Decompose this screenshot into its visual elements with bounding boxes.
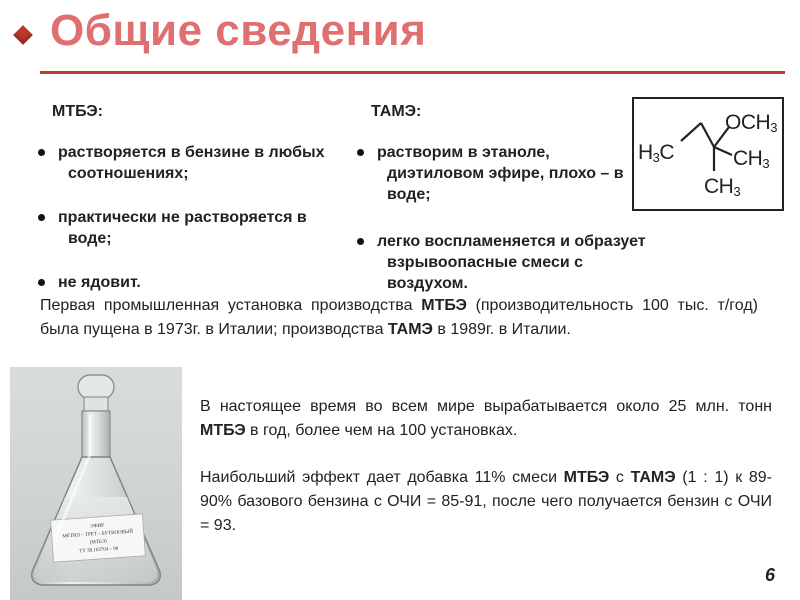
tame-item-1: растворим в этаноле, диэтиловом эфире, плохо – в воде;	[357, 142, 627, 205]
slide-title: Общие сведения	[50, 6, 427, 55]
production-paragraph: В настоящее время во всем мире вырабатывается около 25 млн. тонн МТБЭ в год, более чем на 100 установках.	[200, 398, 772, 439]
bullet-icon	[357, 149, 364, 156]
flask-label-line-2: МЕТИЛ – ТРЕТ – БУТИЛОВЫЙ	[62, 529, 134, 540]
tame-term: ТАМЭ	[630, 469, 676, 486]
bullet-icon	[38, 149, 45, 156]
tame-term: ТАМЭ	[387, 321, 433, 338]
title-divider	[40, 71, 785, 74]
formula-ch3-bottom	[704, 175, 740, 199]
structural-formula	[632, 97, 784, 211]
formula-ch3-right-text: $CH_3$	[733, 147, 770, 171]
history-paragraph: Первая промышленная установка производства МТБЭ (производительность 100 тыс. т/год) была пущена в 1973г. в Италии; производства ТАМЭ в 1989г. в Италии.	[40, 297, 758, 338]
mtbe-term: МТБЭ	[563, 469, 610, 486]
formula-h3c-text: $H_3C$	[638, 141, 675, 165]
flask-illustration	[10, 367, 182, 600]
mtbe-item-3: не ядовит.	[38, 272, 338, 293]
formula-och3	[725, 111, 777, 135]
bullet-icon	[357, 238, 364, 245]
formula-och3-text: $OCH_3$	[725, 111, 777, 135]
flask-label-line-4: ТУ 38.103704 – 90	[79, 546, 119, 555]
tame-item-2: легко воспламеняется и образует взрывоопасные смеси с воздухом.	[357, 231, 657, 294]
flask-label-line-1: ЭФИР	[90, 523, 105, 530]
formula-ch3-right	[733, 147, 769, 171]
formula-h3c	[638, 141, 674, 165]
mtbe-heading: МТБЭ:	[52, 103, 103, 120]
page-number: 6	[765, 565, 776, 585]
bullet-icon	[38, 214, 45, 221]
bullet-icon	[38, 279, 45, 286]
mtbe-term: МТБЭ	[421, 297, 467, 314]
mtbe-term: МТБЭ	[200, 422, 246, 439]
flask-label-line-3: (МТБЭ)	[89, 539, 107, 546]
tame-heading: ТАМЭ:	[371, 103, 422, 120]
mtbe-item-1: растворяется в бензине в любых соотношениях;	[38, 142, 338, 184]
mtbe-item-2: практически не растворяется в воде;	[38, 207, 338, 249]
formula-ch3-bottom-text: $CH_3$	[704, 175, 741, 199]
effect-paragraph: Наибольший эффект дает добавка 11% смеси МТБЭ с ТАМЭ (1 : 1) к 89-90% базового бензина с ОЧИ = 85-91, после чего получается бензин с ОЧИ = 93.	[200, 469, 773, 534]
title-bullet-icon	[13, 25, 33, 45]
flask-photo	[10, 367, 182, 600]
